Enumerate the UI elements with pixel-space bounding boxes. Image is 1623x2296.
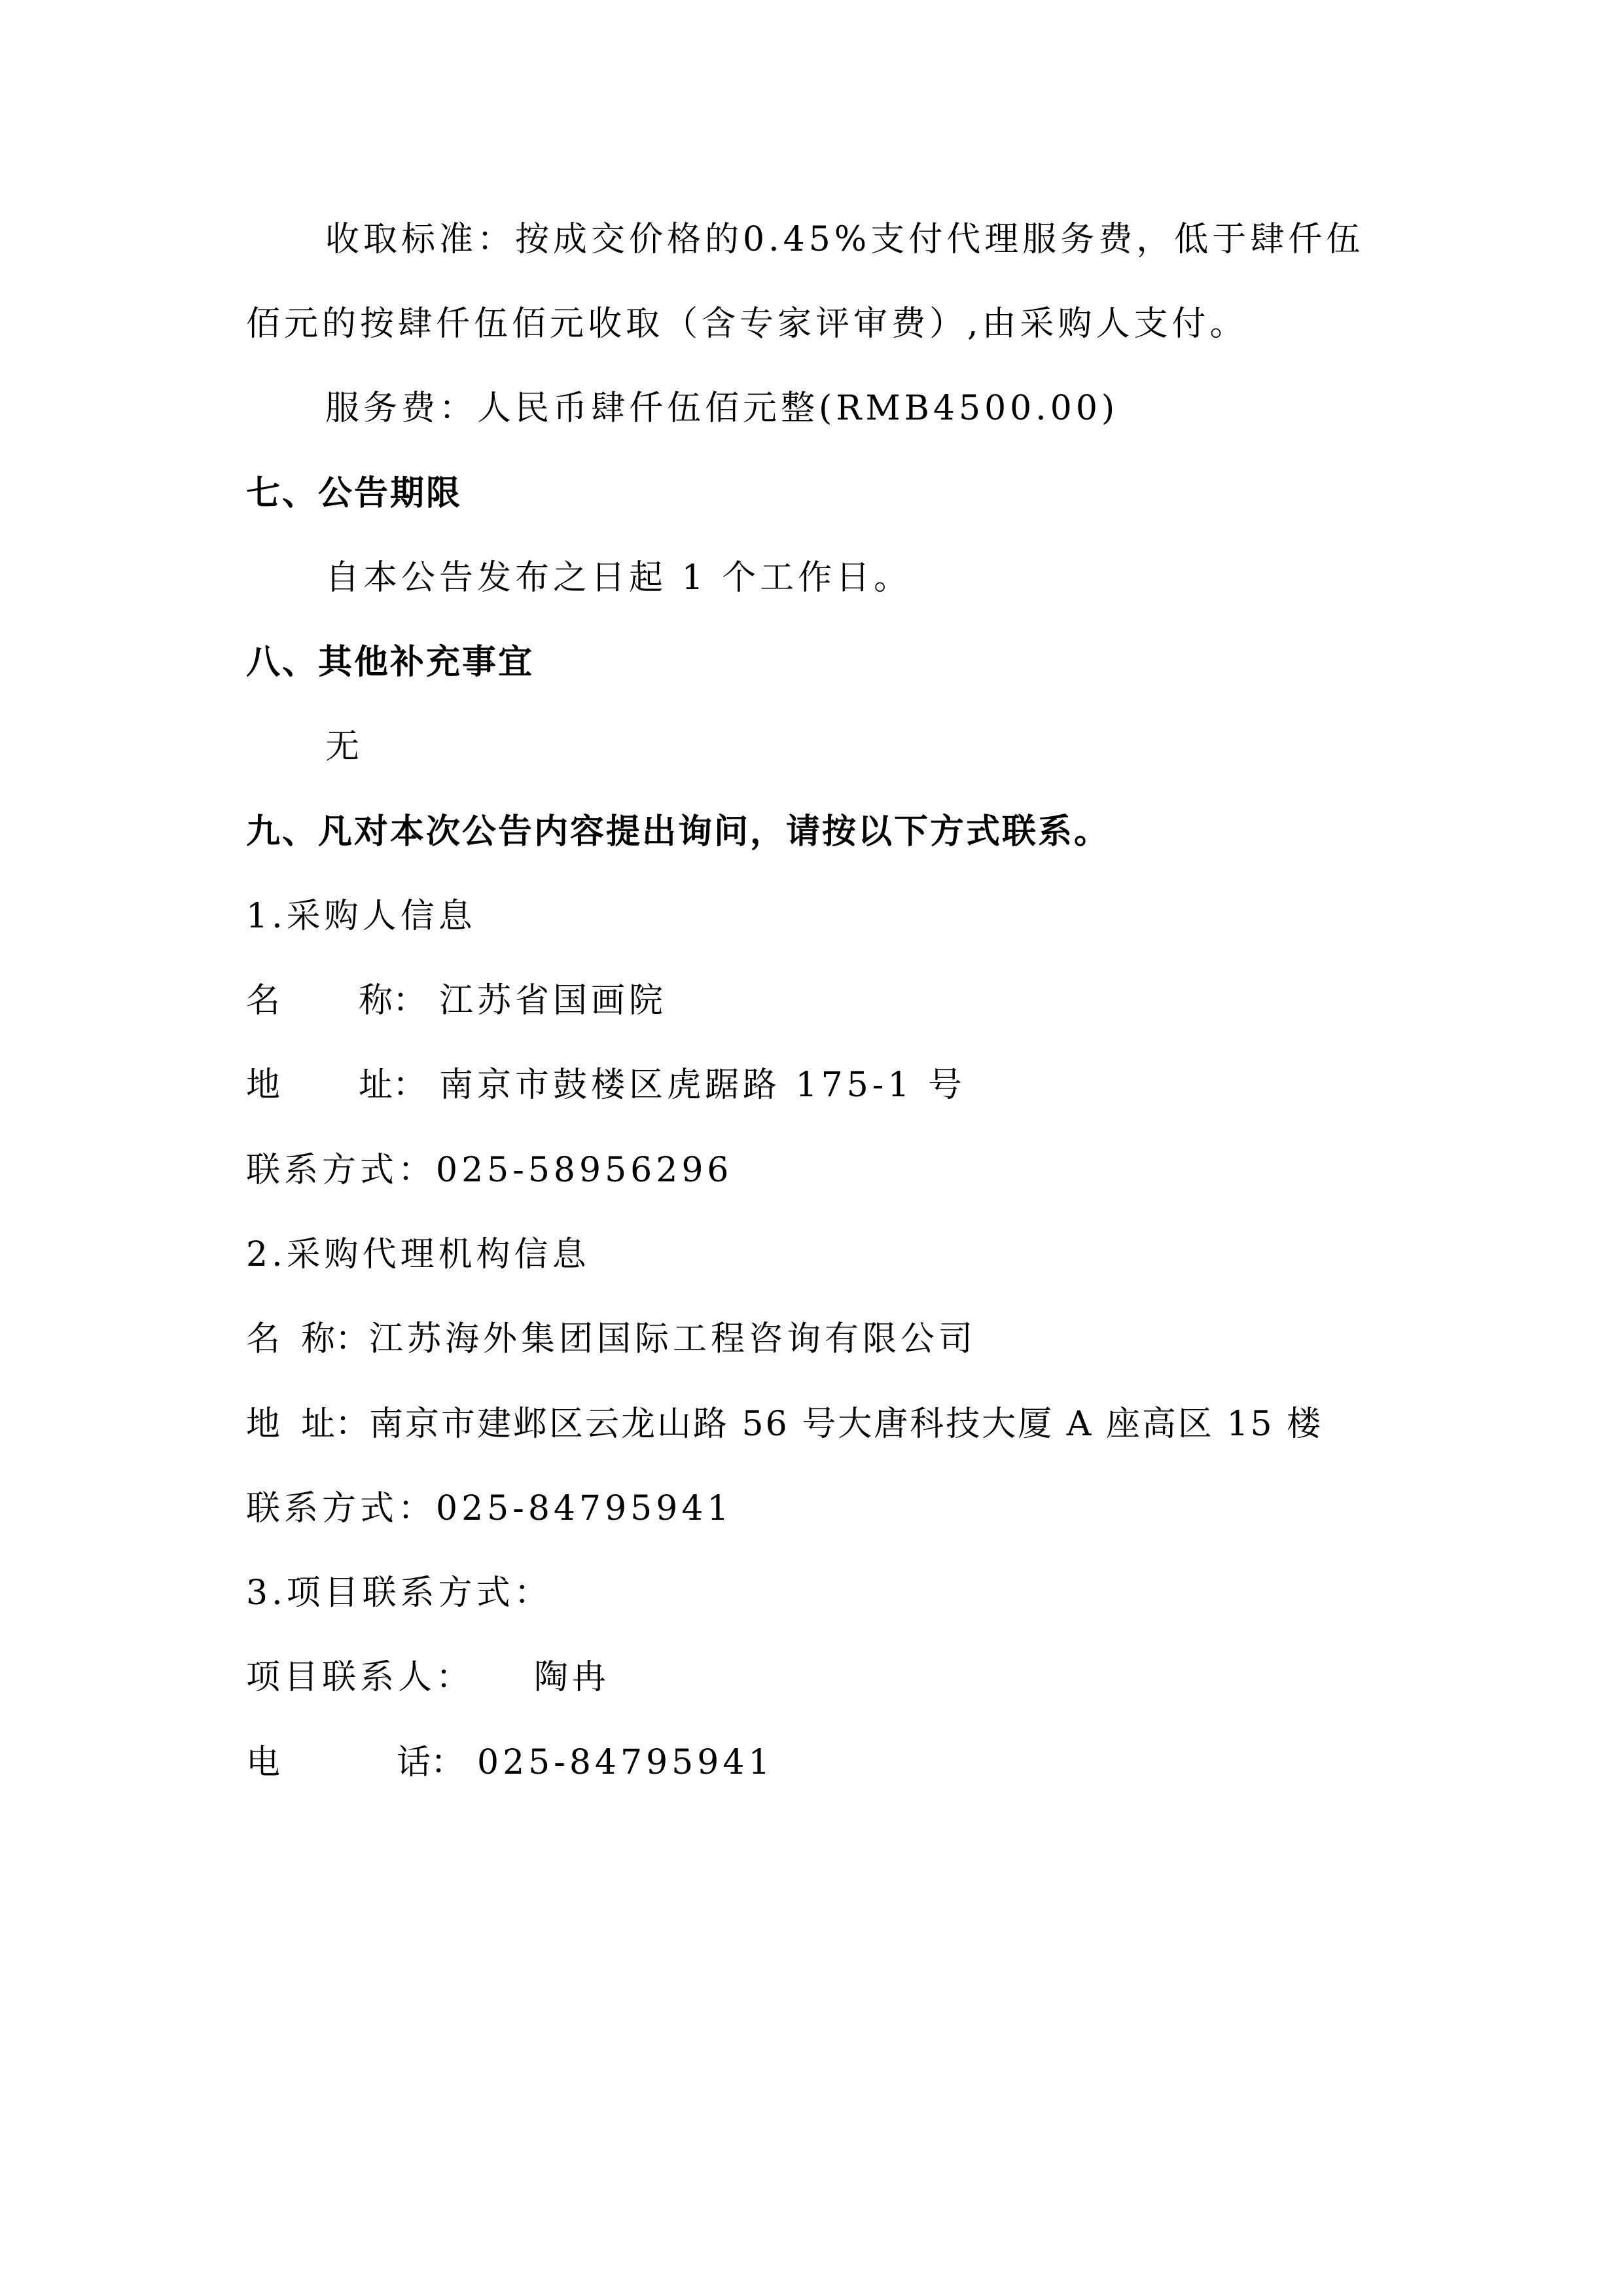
project-person-row (246, 1654, 610, 1701)
purchaser-name-label: 名 称： (246, 981, 427, 1020)
purchaser-name-row (246, 977, 667, 1024)
project-person-label: 项目联系人： (246, 1658, 474, 1697)
project-phone: 025-84795941 (477, 1743, 774, 1782)
section-9-title: 九、凡对本次公告内容提出询问，请按以下方式联系。 (246, 812, 1111, 852)
agency-address: 南京市建邺区云龙山路 56 号大唐科技大厦 A 座高区 15 楼 (369, 1405, 1323, 1444)
agency-address-row (246, 1401, 1323, 1448)
purchaser-contact-label: 联系方式： (246, 1151, 437, 1190)
purchaser-heading: 1.采购人信息 (246, 897, 476, 936)
agency-name-row (246, 1316, 976, 1363)
agency-heading: 2.采购代理机构信息 (246, 1235, 590, 1274)
purchaser-address: 南京市鼓楼区虎踞路 175-1 号 (439, 1066, 966, 1105)
agency-address-label: 地 址： (246, 1405, 370, 1444)
project-phone-row (246, 1739, 774, 1786)
fee-standard-line-2: 佰元的按肆仟伍佰元收取（含专家评审费）,由采购人支付。 (246, 304, 1248, 344)
fee-standard-line-1: 收取标准：按成交价格的0.45%支付代理服务费，低于肆仟伍 (325, 220, 1364, 259)
section-8-title: 八、其他补充事宜 (246, 643, 535, 682)
section-7-body: 自本公告发布之日起 1 个工作日。 (325, 558, 912, 598)
purchaser-name: 江苏省国画院 (439, 981, 668, 1020)
purchaser-contact-row (246, 1147, 733, 1194)
project-phone-label: 电 话： (246, 1743, 465, 1782)
agency-contact: 025-84795941 (436, 1489, 733, 1528)
agency-name-label: 名 称： (246, 1319, 370, 1359)
section-8-body: 无 (325, 727, 364, 766)
purchaser-address-label: 地 址： (246, 1066, 427, 1105)
agency-name: 江苏海外集团国际工程咨询有限公司 (369, 1319, 977, 1359)
project-heading: 3.项目联系方式： (246, 1573, 552, 1613)
agency-contact-row (246, 1485, 733, 1532)
purchaser-address-row (246, 1062, 966, 1109)
purchaser-contact: 025-58956296 (436, 1151, 733, 1190)
fee-amount: 服务费：人民币肆仟伍佰元整(RMB4500.00) (325, 389, 1119, 428)
project-person: 陶冉 (534, 1658, 611, 1697)
section-7-title: 七、公告期限 (246, 474, 463, 513)
agency-contact-label: 联系方式： (246, 1489, 437, 1528)
